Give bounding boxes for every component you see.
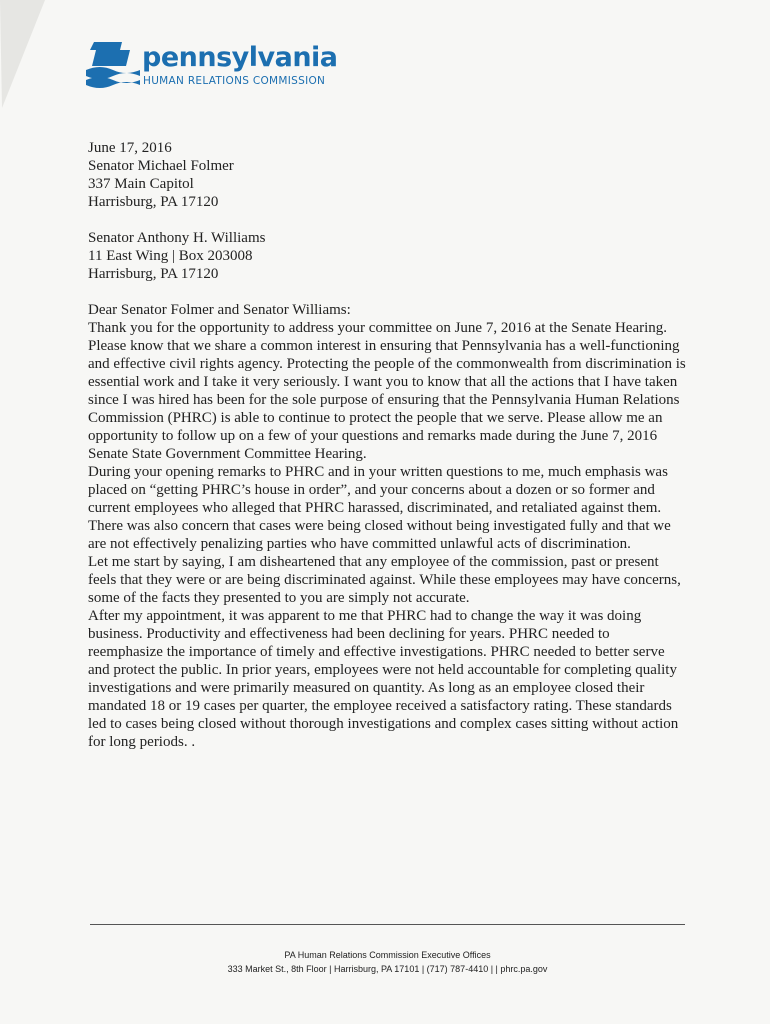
body-paragraph: Let me start by saying, I am disheartened that any employee of the commission, past or present feels that they were or are being discriminated against. While these employees may have concerns, some of the facts they presented to you are simply not accurate. bbox=[88, 554, 681, 606]
phrc-logo bbox=[86, 40, 356, 94]
body-paragraph: After my appointment, it was apparent to me that PHRC had to change the way it was doing business. Productivity and effectiveness had been declining for years. PHRC needed to reemphasize the importance of timely and effective investigations. PHRC needed to better serve and protect the public. In prior years, employees were not held accountable for completing quality investigations and were primarily measured on quantity. As long as an employee closed their mandated 18 or 19 cases per quarter, the employee received a satisfactory rating. These standards led to cases being closed without thorough investigations and complex cases sitting without action for long periods. . bbox=[88, 608, 679, 750]
address-line: Senator Michael Folmer bbox=[88, 158, 234, 174]
footer-divider bbox=[90, 924, 685, 925]
letterhead-footer bbox=[90, 948, 685, 976]
brand-subtitle: HUMAN RELATIONS COMMISSION bbox=[143, 75, 326, 87]
address-line: 337 Main Capitol bbox=[88, 176, 194, 192]
keystone-waves-icon bbox=[86, 40, 140, 92]
scan-corner-mark bbox=[0, 0, 60, 110]
brand-name: pennsylvania bbox=[142, 42, 338, 73]
letter-body bbox=[88, 139, 688, 751]
footer-contact-line: 333 Market St., 8th Floor | Harrisburg, PA 17101 | (717) 787-4410 | | phrc.pa.gov bbox=[227, 964, 548, 974]
address-line: Senator Anthony H. Williams bbox=[88, 230, 266, 246]
address-line: Harrisburg, PA 17120 bbox=[88, 266, 219, 282]
salutation: Dear Senator Folmer and Senator Williams: bbox=[88, 302, 351, 318]
address-line: 11 East Wing | Box 203008 bbox=[88, 248, 253, 264]
footer-office-name: PA Human Relations Commission Executive Offices bbox=[284, 950, 491, 960]
recipient-address bbox=[88, 157, 688, 211]
address-line: Harrisburg, PA 17120 bbox=[88, 194, 219, 210]
body-paragraph: During your opening remarks to PHRC and in your written questions to me, much emphasis was placed on “getting PHRC’s house in order”, and your concerns about a dozen or so former and current employees who alleged that PHRC harassed, discriminated, and retaliated against them. There was also concern that cases were being closed without being investigated fully and that we are not effectively penalizing parties who have committed unlawful acts of discrimination. bbox=[88, 464, 671, 552]
body-paragraph: Thank you for the opportunity to address your committee on June 7, 2016 at the Senate Hearing. Please know that we share a common interest in ensuring that Pennsylvania has a well-functioning and effective civil rights agency. Protecting the people of the commonwealth from discrimination is essential work and I take it very seriously. I want you to know that all the actions that I have taken since I was hired has been for the sole purpose of ensuring that the Pennsylvania Human Relations Commission (PHRC) is able to continue to protect the people that we serve. Please allow me an opportunity to follow up on a few of your questions and remarks made during the June 7, 2016 Senate State Government Committee Hearing. bbox=[88, 320, 686, 462]
recipient-address bbox=[88, 229, 688, 283]
letter-date: June 17, 2016 bbox=[88, 140, 172, 156]
